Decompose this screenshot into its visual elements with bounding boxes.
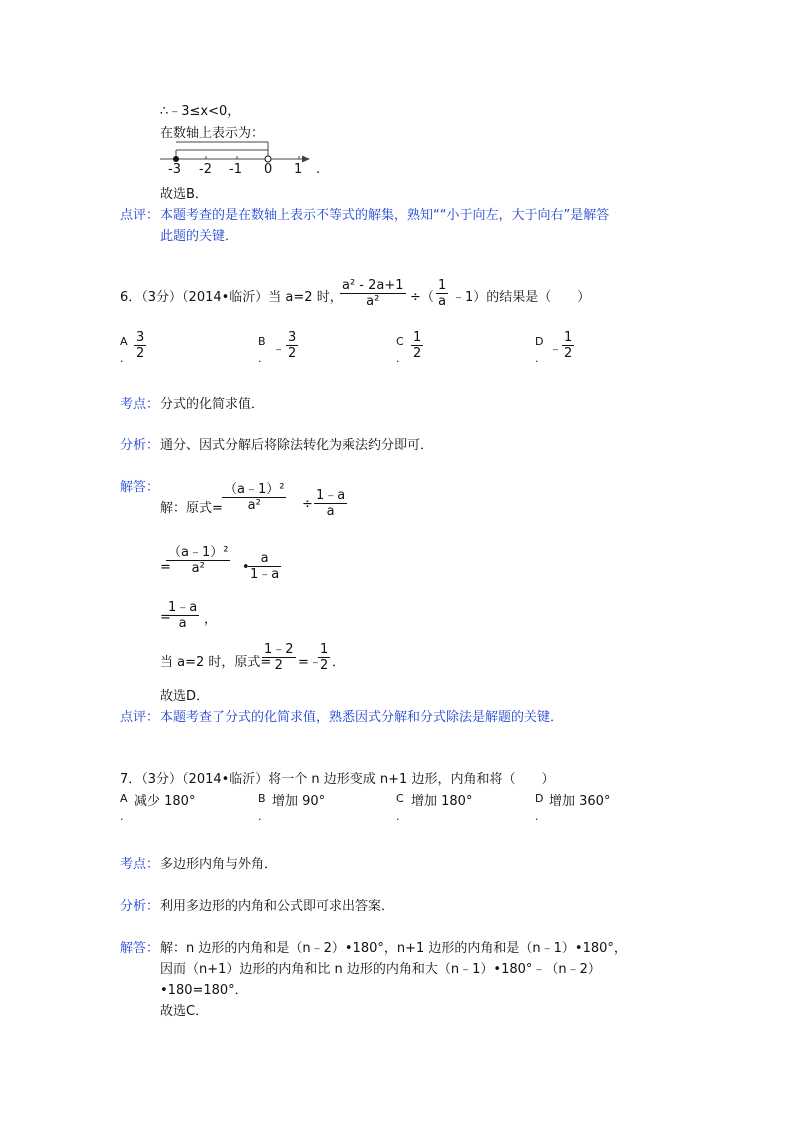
denominator: 2 [288, 346, 297, 361]
q7-option-b-text: 增加 90° [272, 794, 326, 809]
q6-kaodian-label: 考点： [120, 397, 160, 412]
step3-suffix: ， [204, 612, 218, 627]
option-b-letter: B [258, 335, 266, 348]
q7-option-a-dot: . [120, 810, 124, 823]
step4-fraction [262, 642, 296, 673]
q7-sol-line1: 解：n 边形的内角和是（n﹣2）•180°，n+1 边形的内角和是（n﹣1）•180°， [160, 941, 627, 956]
option-a-letter: A [120, 335, 128, 348]
option-b-fraction [286, 330, 298, 361]
option-c-letter: C [396, 335, 404, 348]
q7-option-c-text: 增加 180° [411, 794, 473, 809]
numerator: 3 [288, 330, 297, 345]
option-d-letter: D [535, 335, 544, 348]
numerator: 3 [136, 330, 145, 345]
q6-stem-prefix: 6．（3分）（2014•临沂）当 a=2 时， [120, 290, 343, 305]
q6-jieda-label: 解答： [120, 480, 160, 495]
q6-comment-label: 点评： [120, 710, 160, 725]
denominator: 2 [274, 658, 283, 673]
option-a-fraction [134, 330, 146, 361]
step4-mid: =﹣ [298, 655, 322, 670]
denominator: 2 [320, 658, 329, 673]
denominator: 2 [564, 346, 573, 361]
step2-prefix: = [160, 560, 171, 575]
numerator: 1﹣a [168, 600, 198, 615]
numerator: 1 [413, 330, 422, 345]
numerator: 1 [320, 642, 329, 657]
denominator: a [438, 294, 447, 309]
option-c-fraction [411, 330, 423, 361]
option-d-dot: . [535, 352, 539, 365]
q6-stem-div: ÷（ [410, 290, 434, 305]
tick-label: -2 [199, 162, 212, 177]
q6-stem-rest: ﹣1）的结果是（ ） [452, 290, 591, 305]
denominator: a² [247, 498, 261, 513]
q7-fenxi: 利用多边形的内角和公式即可求出答案． [160, 899, 395, 914]
step2-fraction [166, 545, 230, 576]
option-b-dot: . [258, 352, 262, 365]
step2-fraction2 [248, 551, 281, 582]
q5-answer: 故选B． [160, 187, 208, 202]
q7-option-a-letter: A [120, 792, 128, 805]
q7-fenxi-label: 分析： [120, 899, 160, 914]
numerator: a² - 2a+1 [342, 278, 404, 293]
tick-label: -3 [168, 162, 181, 177]
step4-suffix: ． [332, 655, 346, 670]
numerator: 1﹣2 [264, 642, 294, 657]
q6-answer: 故选D． [160, 689, 210, 704]
q6-stem-fraction [340, 278, 406, 309]
option-c-dot: . [396, 352, 400, 365]
q7-stem: 7．（3分）（2014•临沂）将一个 n 边形变成 n+1 边形，内角和将（ ） [120, 772, 555, 787]
numerator: a [260, 551, 269, 566]
range-line: ∴﹣3≤x<0， [160, 104, 241, 119]
step3-prefix: = [160, 610, 171, 625]
q7-option-d-letter: D [535, 792, 544, 805]
numerator: 1﹣a [316, 488, 346, 503]
step1-prefix: 解：原式= [160, 501, 223, 516]
q7-jieda-label: 解答： [120, 941, 160, 956]
numerator: （a﹣1）² [224, 482, 285, 497]
denominator: a [326, 504, 335, 519]
denominator: a² [366, 294, 380, 309]
axis-end-dot: . [316, 162, 321, 177]
denominator: 2 [413, 346, 422, 361]
q7-kaodian: 多边形内角与外角． [160, 857, 278, 872]
q7-answer: 故选C． [160, 1004, 209, 1019]
denominator: a² [191, 561, 205, 576]
step4-prefix: 当 a=2 时，原式= [160, 655, 272, 670]
q5-comment-line1: 本题考查的是在数轴上表示不等式的解集，熟知““小于向左，大于向右”是解答 [160, 208, 610, 223]
denominator: 1﹣a [250, 567, 280, 582]
show-on-axis-text: 在数轴上表示为： [160, 126, 265, 141]
numerator: （a﹣1）² [168, 545, 229, 560]
step1-op: ÷ [302, 497, 313, 512]
step4-fraction2 [318, 642, 330, 673]
q6-fenxi: 通分、因式分解后将除法转化为乘法约分即可． [160, 438, 434, 453]
q7-option-d-text: 增加 360° [549, 794, 611, 809]
option-d-fraction [562, 330, 574, 361]
q5-comment-label: 点评： [120, 208, 160, 223]
tick-label: 1 [294, 162, 303, 177]
option-b-sign: ﹣ [272, 342, 286, 357]
numerator: 1 [564, 330, 573, 345]
q7-option-c-dot: . [396, 810, 400, 823]
q6-kaodian: 分式的化简求值． [160, 397, 265, 412]
option-d-sign: ﹣ [549, 342, 563, 357]
q7-option-d-dot: . [535, 810, 539, 823]
numerator: 1 [438, 278, 447, 293]
q6-stem-inner-fraction [436, 278, 448, 309]
q6-fenxi-label: 分析： [120, 438, 160, 453]
denominator: a [178, 616, 187, 631]
q7-option-b-letter: B [258, 792, 266, 805]
q5-comment-line2: 此题的关键． [160, 229, 239, 244]
q7-option-b-dot: . [258, 810, 262, 823]
q7-option-c-letter: C [396, 792, 404, 805]
q7-kaodian-label: 考点： [120, 857, 160, 872]
q7-sol-line3: •180=180°． [160, 983, 248, 998]
q7-option-a-text: 减少 180° [134, 794, 196, 809]
tick-label: 0 [264, 162, 273, 177]
q7-sol-line2: 因而（n+1）边形的内角和比 n 边形的内角和大（n﹣1）•180°﹣（n﹣2） [160, 962, 601, 977]
q6-comment: 本题考查了分式的化简求值，熟悉因式分解和分式除法是解题的关键． [160, 710, 564, 725]
step1-fraction2 [314, 488, 347, 519]
tick-label: -1 [229, 162, 242, 177]
option-a-dot: . [120, 352, 124, 365]
axis-arrow [302, 156, 310, 163]
step3-fraction [166, 600, 199, 631]
step1-fraction [222, 482, 286, 513]
step2-op: • [242, 560, 250, 575]
denominator: 2 [136, 346, 145, 361]
